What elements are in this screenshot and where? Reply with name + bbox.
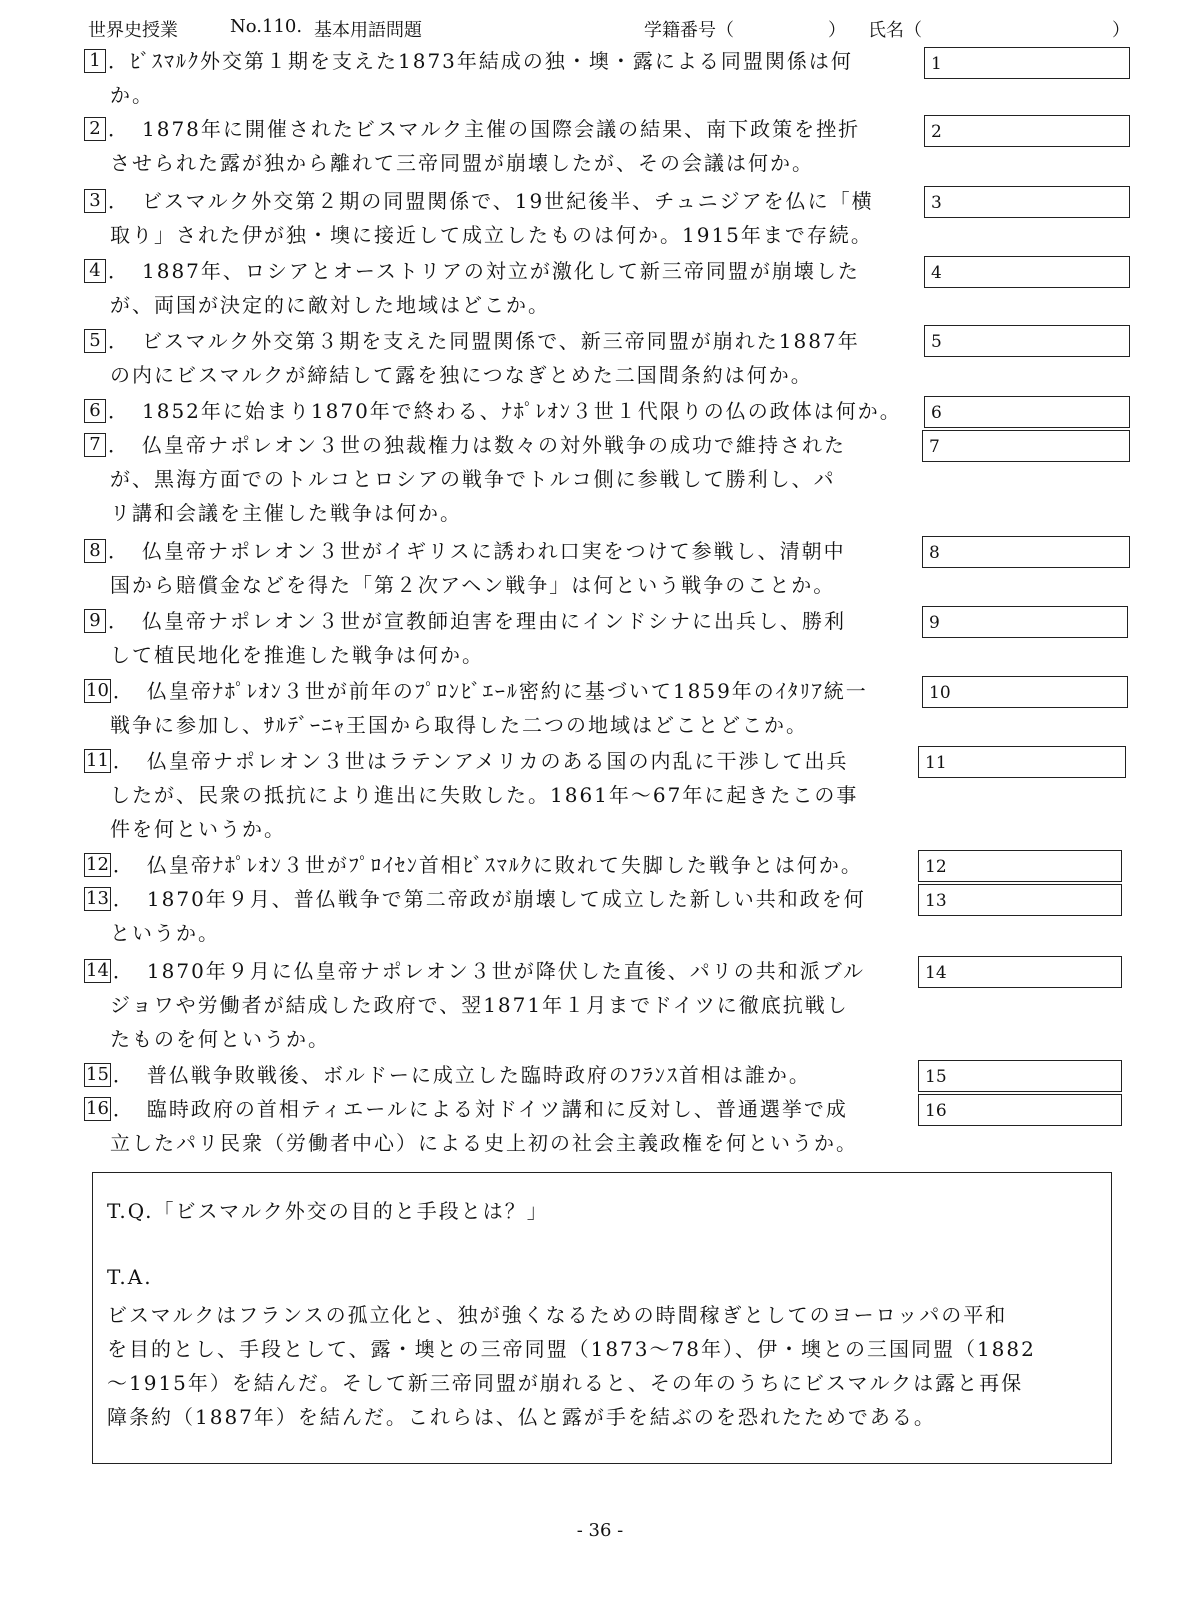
- question-line: [84, 534, 944, 568]
- question-4: [84, 254, 944, 322]
- question-number: 12: [86, 854, 109, 875]
- question-14: [84, 954, 944, 1056]
- question-text: たものを何というか。: [110, 1027, 330, 1051]
- question-9: [84, 604, 944, 672]
- question-text: ． 仏皇帝ナポレオン３世が宣教師迫害を理由にインドシナに出兵し、勝利: [108, 609, 846, 633]
- question-line: [84, 462, 944, 496]
- answer-box-14[interactable]: 14: [918, 956, 1122, 988]
- question-text: というか。: [110, 921, 220, 945]
- question-line: [84, 44, 944, 78]
- question-line: [84, 812, 944, 846]
- question-number: 7: [84, 433, 106, 457]
- question-text: ． 仏皇帝ナポレオン３世の独裁権力は数々の対外戦争の成功で維持された: [108, 433, 846, 457]
- question-line: [84, 954, 944, 988]
- question-line: [84, 568, 944, 602]
- page-number: - 36 -: [576, 1520, 624, 1541]
- question-text: ． ビスマルク外交第２期の同盟関係で、19世紀後半、チュニジアを仏に「横: [108, 189, 874, 213]
- question-text: が、両国が決定的に敵対した地域はどこか。: [110, 293, 550, 317]
- tq-section: [92, 1172, 1112, 1464]
- answer-box-13[interactable]: 13: [918, 884, 1122, 916]
- question-line: [84, 324, 944, 358]
- question-number: 11: [86, 750, 109, 771]
- question-line: [84, 674, 944, 708]
- question-text: ． 1852年に始まり1870年で終わる、ﾅﾎﾟﾚｵﾝ３世１代限りの仏の政体は何か。: [108, 399, 902, 423]
- answer-box-11[interactable]: 11: [918, 746, 1126, 778]
- question-line: [84, 708, 944, 742]
- question-number: 6: [84, 399, 106, 423]
- course-label: 世界史授業: [88, 20, 178, 41]
- question-15: [84, 1058, 944, 1092]
- question-2: [84, 112, 944, 180]
- question-text: 件を何というか。: [110, 817, 286, 841]
- question-line: [84, 428, 944, 462]
- question-1: [84, 44, 944, 112]
- question-text: ． 1870年９月に仏皇帝ナポレオン３世が降伏した直後、パリの共和派ブル: [112, 959, 866, 983]
- worksheet-title: 基本用語問題: [314, 20, 422, 41]
- question-line: [84, 112, 944, 146]
- question-8: [84, 534, 944, 602]
- question-text: ． 仏皇帝ﾅﾎﾟﾚｵﾝ３世が前年のﾌﾟﾛﾝﾋﾞｴｰﾙ密約に基づいて1859年のｲﾀﾘｱ統一: [112, 679, 868, 703]
- ta-line: ～1915年）を結んだ。そして新三帝同盟が崩れると、その年のうちにビスマルクは露と再保: [107, 1371, 1024, 1395]
- question-number: 15: [86, 1064, 109, 1085]
- question-number: 4: [84, 259, 106, 283]
- question-text: ジョワや労働者が結成した政府で、翌1871年１月までドイツに徹底抗戦し: [110, 993, 849, 1017]
- question-text: の内にビスマルクが締結して露を独につなぎとめた二国間条約は何か。: [110, 363, 813, 387]
- question-line: [84, 882, 944, 916]
- question-text: ． 1870年９月、普仏戦争で第二帝政が崩壊して成立した新しい共和政を何: [112, 887, 866, 911]
- question-number: 16: [86, 1098, 109, 1119]
- question-text: 取り」された伊が独・墺に接近して成立したものは何か。1915年まで存続。: [110, 223, 873, 247]
- question-line: [84, 496, 944, 530]
- question-line: [84, 146, 944, 180]
- question-11: [84, 744, 944, 846]
- question-text: 国から賠償金などを得た「第２次アヘン戦争」は何という戦争のことか。: [110, 573, 836, 597]
- question-text: ． ビスマルク外交第３期を支えた同盟関係で、新三帝同盟が崩れた1887年: [108, 329, 860, 353]
- answer-box-7[interactable]: 7: [922, 430, 1130, 462]
- question-line: [84, 254, 944, 288]
- question-line: [84, 1058, 944, 1092]
- question-text: ． 普仏戦争敗戦後、ボルドーに成立した臨時政府のﾌﾗﾝｽ首相は誰か。: [112, 1063, 811, 1087]
- answer-box-4[interactable]: 4: [924, 256, 1130, 288]
- question-line: [84, 78, 944, 112]
- question-line: [84, 394, 944, 428]
- answer-box-8[interactable]: 8: [922, 536, 1130, 568]
- question-line: [84, 288, 944, 322]
- question-line: [84, 638, 944, 672]
- question-number: 9: [84, 609, 106, 633]
- question-line: [84, 1022, 944, 1056]
- answer-box-16[interactable]: 16: [918, 1094, 1122, 1126]
- answer-box-3[interactable]: 3: [924, 186, 1130, 218]
- question-text: ． 1887年、ロシアとオーストリアの対立が激化して新三帝同盟が崩壊した: [108, 259, 860, 283]
- question-text: したが、民衆の抵抗により進出に失敗した。1861年～67年に起きたこの事: [110, 783, 859, 807]
- question-line: [84, 916, 944, 950]
- question-number: 14: [86, 960, 109, 981]
- answer-box-10[interactable]: 10: [922, 676, 1128, 708]
- question-number: 8: [84, 539, 106, 563]
- question-text: させられた露が独から離れて三帝同盟が崩壊したが、その会議は何か。: [110, 151, 814, 175]
- ta-label: T.A.: [107, 1265, 153, 1289]
- ta-line: を目的とし、手段として、露・墺との三帝同盟（1873～78年）、伊・墺との三国同盟（1882: [107, 1337, 1036, 1361]
- question-number: 2: [84, 117, 106, 141]
- answer-box-1[interactable]: 1: [924, 47, 1130, 79]
- student-id-label: 学籍番号（: [644, 20, 734, 41]
- answer-box-5[interactable]: 5: [924, 325, 1130, 357]
- question-line: [84, 744, 944, 778]
- question-text: ．ﾋﾞｽﾏﾙｸ外交第１期を支えた1873年結成の独・墺・露による同盟関係は何: [108, 49, 853, 73]
- answer-box-15[interactable]: 15: [918, 1060, 1122, 1092]
- question-line: [84, 358, 944, 392]
- question-text: ． 仏皇帝ナポレオン３世はラテンアメリカのある国の内乱に干渉して出兵: [112, 749, 849, 773]
- question-10: [84, 674, 944, 742]
- question-line: [84, 1126, 944, 1160]
- question-16: [84, 1092, 944, 1160]
- question-text: ． 1878年に開催されたビスマルク主催の国際会議の結果、南下政策を挫折: [108, 117, 861, 141]
- question-text: ． 仏皇帝ﾅﾎﾟﾚｵﾝ３世がﾌﾟﾛｲｾﾝ首相ﾋﾞｽﾏﾙｸに敗れて失脚した戦争とは何か。: [112, 853, 863, 877]
- answer-box-12[interactable]: 12: [918, 850, 1122, 882]
- question-number: 3: [84, 189, 106, 213]
- question-line: [84, 848, 944, 882]
- answer-box-9[interactable]: 9: [922, 606, 1128, 638]
- question-number: 5: [84, 329, 106, 353]
- name-label: 氏名（: [868, 20, 922, 41]
- question-line: [84, 988, 944, 1022]
- ta-line: ビスマルクはフランスの孤立化と、独が強くなるための時間稼ぎとしてのヨーロッパの平和: [107, 1303, 1008, 1327]
- question-number: 13: [86, 888, 109, 909]
- question-7: [84, 428, 944, 530]
- worksheet-number: No.110.: [230, 16, 303, 37]
- question-text: して植民地化を推進した戦争は何か。: [110, 643, 484, 667]
- question-number: 1: [84, 49, 106, 73]
- question-line: [84, 218, 944, 252]
- question-12: [84, 848, 944, 882]
- worksheet-header: [88, 12, 1168, 42]
- ta-line: 障条約（1887年）を結んだ。これらは、仏と露が手を結ぶのを恐れたためである。: [107, 1405, 936, 1429]
- question-text: リ講和会議を主催した戦争は何か。: [110, 501, 462, 525]
- question-text: ． 臨時政府の首相ティエールによる対ドイツ講和に反対し、普通選挙で成: [112, 1097, 848, 1121]
- answer-box-2[interactable]: 2: [924, 115, 1130, 147]
- question-3: [84, 184, 944, 252]
- question-line: [84, 604, 944, 638]
- tq-question: T.Q.「ビスマルク外交の目的と手段とは？」: [107, 1199, 549, 1223]
- question-number: 10: [86, 680, 109, 701]
- question-5: [84, 324, 944, 392]
- question-text: 戦争に参加し、ｻﾙﾃﾞｰﾆｬ王国から取得した二つの地域はどことどこか。: [110, 713, 808, 737]
- answer-box-6[interactable]: 6: [924, 396, 1130, 428]
- question-line: [84, 778, 944, 812]
- question-text: か。: [110, 83, 154, 107]
- question-line: [84, 184, 944, 218]
- name-close: ）: [1112, 20, 1130, 41]
- question-text: ． 仏皇帝ナポレオン３世がイギリスに誘われ口実をつけて参戦し、清朝中: [108, 539, 846, 563]
- question-text: 立したパリ民衆（労働者中心）による史上初の社会主義政権を何というか。: [110, 1131, 858, 1155]
- question-line: [84, 1092, 944, 1126]
- question-6: [84, 394, 944, 428]
- question-text: が、黒海方面でのトルコとロシアの戦争でトルコ側に参戦して勝利し、パ: [110, 467, 836, 491]
- question-13: [84, 882, 944, 950]
- student-id-close: ）: [828, 20, 846, 41]
